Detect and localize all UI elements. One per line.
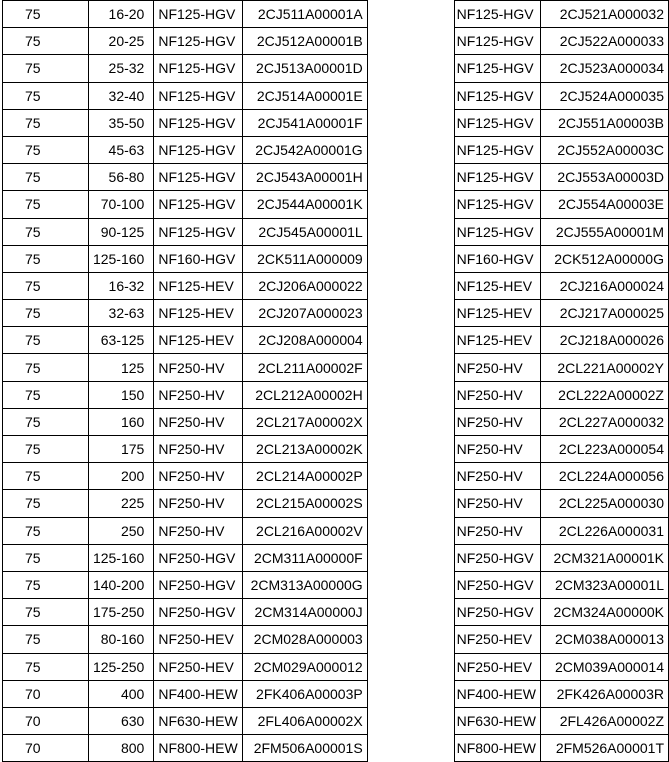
column-gap [367, 544, 454, 571]
part-number-cell-alt: 2CM321A00001K [540, 544, 668, 571]
part-number-cell-alt: 2CL221A00002Y [540, 354, 668, 381]
voltage-cell: 75 [3, 272, 89, 299]
column-gap [367, 82, 454, 109]
part-number-cell: 2CJ512A00001B [242, 28, 367, 55]
model-cell: NF250-HV [154, 436, 242, 463]
model-cell: NF125-HGV [154, 164, 242, 191]
current-range-cell: 32-63 [88, 300, 153, 327]
model-cell-alt: NF400-HEW [454, 680, 540, 707]
part-number-cell: 2CM028A000003 [242, 626, 367, 653]
model-cell: NF125-HGV [154, 1, 242, 28]
column-gap [367, 136, 454, 163]
current-range-cell: 16-32 [88, 272, 153, 299]
voltage-cell: 75 [3, 28, 89, 55]
current-range-cell: 45-63 [88, 136, 153, 163]
column-gap [367, 272, 454, 299]
table-row [3, 408, 669, 435]
part-number-cell: 2CJ207A000023 [242, 300, 367, 327]
model-cell-alt: NF250-HEV [454, 626, 540, 653]
parts-table-wrapper [2, 0, 669, 762]
part-number-cell: 2CJ511A00001A [242, 1, 367, 28]
part-number-cell-alt: 2FK426A00003R [540, 680, 668, 707]
current-range-cell: 400 [88, 680, 153, 707]
part-number-cell: 2CJ208A000004 [242, 327, 367, 354]
current-range-cell: 125 [88, 354, 153, 381]
model-cell: NF125-HEV [154, 272, 242, 299]
table-row [3, 571, 669, 598]
table-row [3, 436, 669, 463]
part-number-cell: 2CL215A00002S [242, 490, 367, 517]
model-cell-alt: NF250-HGV [454, 571, 540, 598]
model-cell-alt: NF125-HGV [454, 218, 540, 245]
current-range-cell: 150 [88, 381, 153, 408]
column-gap [367, 653, 454, 680]
voltage-cell: 75 [3, 354, 89, 381]
column-gap [367, 517, 454, 544]
table-row [3, 28, 669, 55]
current-range-cell: 125-160 [88, 544, 153, 571]
model-cell-alt: NF250-HV [454, 490, 540, 517]
part-number-cell-alt: 2CL222A00002Z [540, 381, 668, 408]
part-number-cell-alt: 2FM526A00001T [540, 735, 668, 762]
part-number-cell-alt: 2CJ552A00003C [540, 136, 668, 163]
model-cell: NF250-HGV [154, 571, 242, 598]
voltage-cell: 75 [3, 1, 89, 28]
part-number-cell-alt: 2CM324A00000K [540, 599, 668, 626]
model-cell: NF250-HGV [154, 544, 242, 571]
current-range-cell: 56-80 [88, 164, 153, 191]
voltage-cell: 75 [3, 109, 89, 136]
model-cell-alt: NF160-HGV [454, 245, 540, 272]
voltage-cell: 75 [3, 653, 89, 680]
part-number-cell: 2CM029A000012 [242, 653, 367, 680]
part-number-cell: 2FK406A00003P [242, 680, 367, 707]
part-number-cell-alt: 2CJ216A000024 [540, 272, 668, 299]
voltage-cell: 70 [3, 735, 89, 762]
column-gap [367, 55, 454, 82]
model-cell: NF125-HGV [154, 191, 242, 218]
table-row [3, 599, 669, 626]
part-number-cell: 2FM506A00001S [242, 735, 367, 762]
table-row [3, 136, 669, 163]
column-gap [367, 626, 454, 653]
column-gap [367, 164, 454, 191]
part-number-cell: 2CM314A00000J [242, 599, 367, 626]
model-cell-alt: NF125-HEV [454, 300, 540, 327]
voltage-cell: 75 [3, 300, 89, 327]
table-row [3, 327, 669, 354]
part-number-cell: 2CL213A00002K [242, 436, 367, 463]
current-range-cell: 160 [88, 408, 153, 435]
parts-table [2, 0, 669, 762]
voltage-cell: 75 [3, 136, 89, 163]
model-cell-alt: NF800-HEW [454, 735, 540, 762]
voltage-cell: 75 [3, 191, 89, 218]
model-cell: NF250-HV [154, 408, 242, 435]
current-range-cell: 200 [88, 463, 153, 490]
column-gap [367, 490, 454, 517]
model-cell-alt: NF250-HV [454, 517, 540, 544]
part-number-cell-alt: 2CJ217A000025 [540, 300, 668, 327]
part-number-cell-alt: 2CL224A000056 [540, 463, 668, 490]
voltage-cell: 75 [3, 381, 89, 408]
voltage-cell: 75 [3, 490, 89, 517]
part-number-cell: 2CJ513A00001D [242, 55, 367, 82]
table-row [3, 191, 669, 218]
voltage-cell: 75 [3, 55, 89, 82]
part-number-cell: 2CL214A00002P [242, 463, 367, 490]
voltage-cell: 75 [3, 626, 89, 653]
part-number-cell: 2CL212A00002H [242, 381, 367, 408]
model-cell-alt: NF250-HV [454, 408, 540, 435]
model-cell: NF630-HEW [154, 707, 242, 734]
part-number-cell: 2CL216A00002V [242, 517, 367, 544]
model-cell: NF125-HEV [154, 327, 242, 354]
part-number-cell: 2CJ544A00001K [242, 191, 367, 218]
model-cell-alt: NF630-HEW [454, 707, 540, 734]
part-number-cell-alt: 2CJ555A00001M [540, 218, 668, 245]
part-number-cell: 2CJ514A00001E [242, 82, 367, 109]
table-row [3, 735, 669, 762]
model-cell: NF125-HGV [154, 82, 242, 109]
current-range-cell: 80-160 [88, 626, 153, 653]
current-range-cell: 63-125 [88, 327, 153, 354]
parts-table-body [3, 1, 669, 762]
current-range-cell: 250 [88, 517, 153, 544]
voltage-cell: 75 [3, 571, 89, 598]
model-cell: NF125-HGV [154, 28, 242, 55]
part-number-cell: 2CM311A00000F [242, 544, 367, 571]
part-number-cell: 2CL217A00002X [242, 408, 367, 435]
model-cell-alt: NF125-HGV [454, 191, 540, 218]
part-number-cell: 2FL406A00002X [242, 707, 367, 734]
current-range-cell: 125-160 [88, 245, 153, 272]
column-gap [367, 735, 454, 762]
current-range-cell: 35-50 [88, 109, 153, 136]
table-row [3, 517, 669, 544]
current-range-cell: 630 [88, 707, 153, 734]
model-cell: NF125-HEV [154, 300, 242, 327]
model-cell-alt: NF250-HV [454, 381, 540, 408]
model-cell: NF250-HV [154, 490, 242, 517]
column-gap [367, 571, 454, 598]
part-number-cell: 2CJ542A00001G [242, 136, 367, 163]
table-row [3, 544, 669, 571]
current-range-cell: 140-200 [88, 571, 153, 598]
part-number-cell: 2CK511A000009 [242, 245, 367, 272]
model-cell: NF250-HEV [154, 653, 242, 680]
part-number-cell-alt: 2CJ523A000034 [540, 55, 668, 82]
column-gap [367, 28, 454, 55]
part-number-cell: 2CM313A00000G [242, 571, 367, 598]
part-number-cell-alt: 2CJ551A00003B [540, 109, 668, 136]
current-range-cell: 90-125 [88, 218, 153, 245]
model-cell-alt: NF250-HEV [454, 653, 540, 680]
model-cell: NF250-HEV [154, 626, 242, 653]
table-row [3, 381, 669, 408]
voltage-cell: 75 [3, 544, 89, 571]
part-number-cell: 2CJ545A00001L [242, 218, 367, 245]
model-cell-alt: NF125-HEV [454, 272, 540, 299]
part-number-cell-alt: 2CL226A000031 [540, 517, 668, 544]
current-range-cell: 225 [88, 490, 153, 517]
column-gap [367, 218, 454, 245]
table-row [3, 354, 669, 381]
column-gap [367, 300, 454, 327]
model-cell: NF250-HV [154, 463, 242, 490]
model-cell-alt: NF125-HGV [454, 164, 540, 191]
model-cell-alt: NF125-HGV [454, 28, 540, 55]
model-cell: NF250-HGV [154, 599, 242, 626]
part-number-cell-alt: 2CJ524A000035 [540, 82, 668, 109]
table-row [3, 300, 669, 327]
column-gap [367, 680, 454, 707]
table-row [3, 272, 669, 299]
part-number-cell-alt: 2CL227A000032 [540, 408, 668, 435]
column-gap [367, 1, 454, 28]
part-number-cell-alt: 2CJ522A000033 [540, 28, 668, 55]
part-number-cell: 2CJ543A00001H [242, 164, 367, 191]
current-range-cell: 800 [88, 735, 153, 762]
part-number-cell: 2CJ206A000022 [242, 272, 367, 299]
part-number-cell-alt: 2CJ521A000032 [540, 1, 668, 28]
part-number-cell-alt: 2CM039A000014 [540, 653, 668, 680]
current-range-cell: 125-250 [88, 653, 153, 680]
part-number-cell: 2CL211A00002F [242, 354, 367, 381]
model-cell-alt: NF250-HV [454, 354, 540, 381]
model-cell: NF250-HV [154, 354, 242, 381]
voltage-cell: 75 [3, 245, 89, 272]
table-row [3, 463, 669, 490]
part-number-cell-alt: 2CJ554A00003E [540, 191, 668, 218]
table-row [3, 490, 669, 517]
column-gap [367, 408, 454, 435]
model-cell-alt: NF125-HGV [454, 55, 540, 82]
voltage-cell: 75 [3, 517, 89, 544]
table-row [3, 680, 669, 707]
current-range-cell: 175-250 [88, 599, 153, 626]
voltage-cell: 75 [3, 327, 89, 354]
part-number-cell: 2CJ541A00001F [242, 109, 367, 136]
column-gap [367, 436, 454, 463]
model-cell-alt: NF125-HGV [454, 1, 540, 28]
model-cell: NF250-HV [154, 517, 242, 544]
part-number-cell-alt: 2CK512A00000G [540, 245, 668, 272]
model-cell-alt: NF250-HGV [454, 599, 540, 626]
part-number-cell-alt: 2CL225A000030 [540, 490, 668, 517]
table-row [3, 55, 669, 82]
column-gap [367, 109, 454, 136]
column-gap [367, 381, 454, 408]
model-cell-alt: NF250-HGV [454, 544, 540, 571]
table-row [3, 109, 669, 136]
voltage-cell: 70 [3, 680, 89, 707]
table-row [3, 82, 669, 109]
model-cell: NF400-HEW [154, 680, 242, 707]
model-cell: NF125-HGV [154, 55, 242, 82]
part-number-cell-alt: 2CM038A000013 [540, 626, 668, 653]
current-range-cell: 16-20 [88, 1, 153, 28]
table-row [3, 245, 669, 272]
column-gap [367, 245, 454, 272]
column-gap [367, 327, 454, 354]
model-cell: NF125-HGV [154, 109, 242, 136]
model-cell-alt: NF125-HEV [454, 327, 540, 354]
column-gap [367, 354, 454, 381]
column-gap [367, 707, 454, 734]
model-cell-alt: NF250-HV [454, 436, 540, 463]
table-row [3, 707, 669, 734]
model-cell: NF160-HGV [154, 245, 242, 272]
table-row [3, 626, 669, 653]
voltage-cell: 75 [3, 218, 89, 245]
table-row [3, 1, 669, 28]
column-gap [367, 463, 454, 490]
part-number-cell-alt: 2CM323A00001L [540, 571, 668, 598]
part-number-cell-alt: 2CL223A000054 [540, 436, 668, 463]
column-gap [367, 599, 454, 626]
current-range-cell: 70-100 [88, 191, 153, 218]
model-cell: NF800-HEW [154, 735, 242, 762]
model-cell-alt: NF125-HGV [454, 82, 540, 109]
current-range-cell: 20-25 [88, 28, 153, 55]
model-cell: NF125-HGV [154, 218, 242, 245]
table-row [3, 164, 669, 191]
table-row [3, 218, 669, 245]
voltage-cell: 75 [3, 164, 89, 191]
part-number-cell-alt: 2FL426A00002Z [540, 707, 668, 734]
voltage-cell: 75 [3, 82, 89, 109]
part-number-cell-alt: 2CJ553A00003D [540, 164, 668, 191]
voltage-cell: 70 [3, 707, 89, 734]
model-cell-alt: NF250-HV [454, 463, 540, 490]
voltage-cell: 75 [3, 436, 89, 463]
column-gap [367, 191, 454, 218]
voltage-cell: 75 [3, 463, 89, 490]
model-cell-alt: NF125-HGV [454, 136, 540, 163]
current-range-cell: 32-40 [88, 82, 153, 109]
model-cell-alt: NF125-HGV [454, 109, 540, 136]
current-range-cell: 175 [88, 436, 153, 463]
model-cell: NF125-HGV [154, 136, 242, 163]
table-row [3, 653, 669, 680]
current-range-cell: 25-32 [88, 55, 153, 82]
voltage-cell: 75 [3, 599, 89, 626]
part-number-cell-alt: 2CJ218A000026 [540, 327, 668, 354]
model-cell: NF250-HV [154, 381, 242, 408]
voltage-cell: 75 [3, 408, 89, 435]
